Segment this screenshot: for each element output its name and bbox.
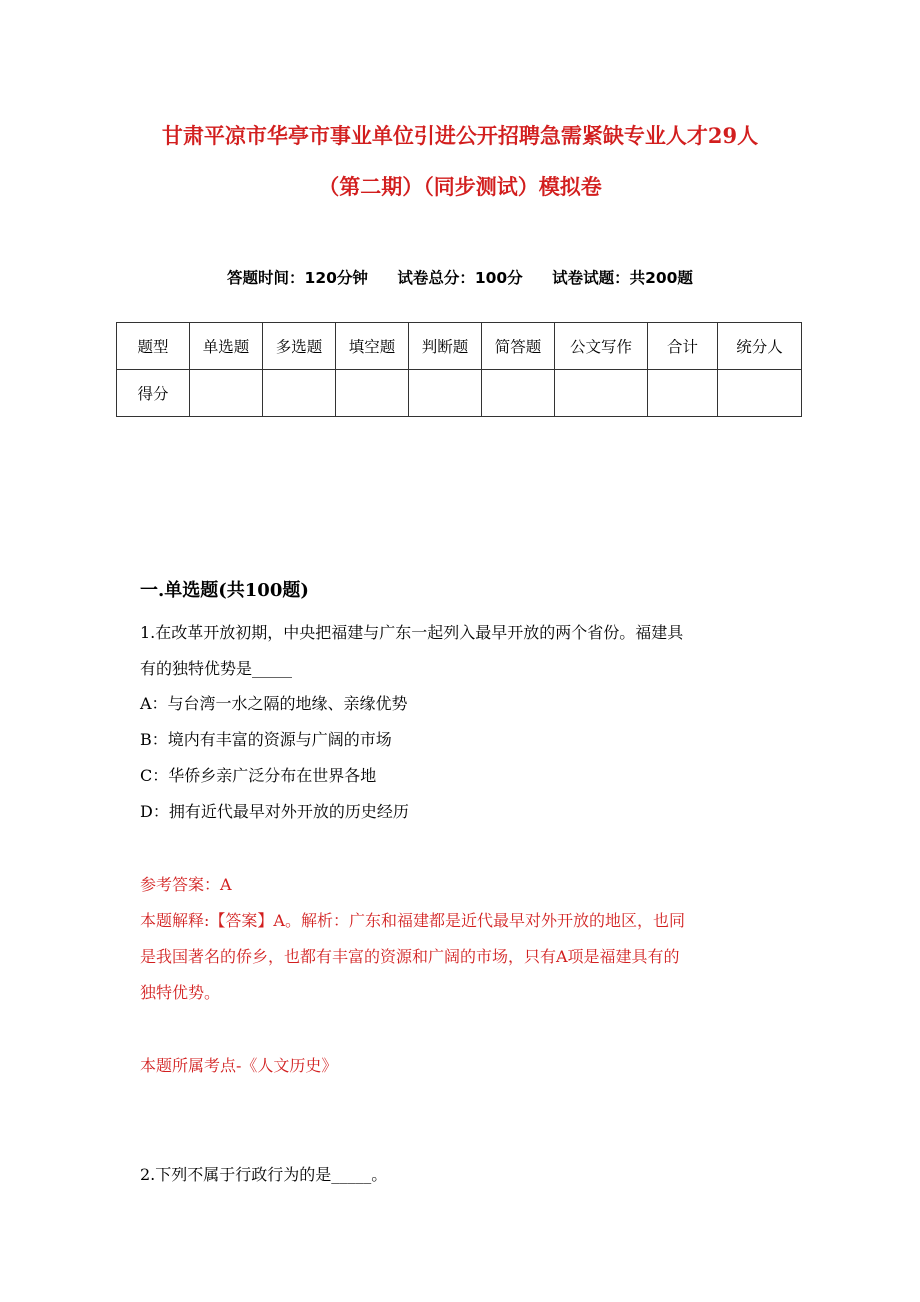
question-2-stem-line-1: 2.下列不属于行政行为的是_____。 (140, 1165, 388, 1184)
exam-time: 答题时间：120分钟 (227, 269, 368, 287)
exam-info-bar (0, 266, 920, 288)
table-header-cell: 简答题 (482, 323, 555, 370)
question-1-option-b: B：境内有丰富的资源与广阔的市场 (140, 730, 392, 749)
score-cell (409, 370, 482, 417)
question-1-option-c: C：华侨乡亲广泛分布在世界各地 (140, 766, 377, 785)
exam-total-score: 试卷总分：100分 (397, 269, 523, 287)
table-header-cell: 合计 (648, 323, 718, 370)
document-title-line-2: （第二期）（同步测试）模拟卷 (318, 174, 602, 199)
score-cell (718, 370, 802, 417)
table-header-cell: 多选题 (263, 323, 336, 370)
document-title-line-1: 甘肃平凉市华亭市事业单位引进公开招聘急需紧缺专业人才29人 (161, 123, 759, 148)
table-header-cell: 公文写作 (555, 323, 648, 370)
score-table (116, 322, 802, 417)
score-cell (336, 370, 409, 417)
table-header-cell: 题型 (117, 323, 190, 370)
question-1-stem-line-1: 1.在改革开放初期，中央把福建与广东一起列入最早开放的两个省份。福建具 (140, 623, 684, 642)
score-cell (263, 370, 336, 417)
question-1-explanation-line-3: 独特优势。 (140, 983, 221, 1002)
section-heading: 一.单选题(共100题) (140, 580, 309, 601)
score-cell (555, 370, 648, 417)
score-cell (648, 370, 718, 417)
table-header-cell: 统分人 (718, 323, 802, 370)
score-table-header-row (117, 323, 802, 370)
score-table-score-row (117, 370, 802, 417)
question-1-stem-line-2: 有的独特优势是_____ (140, 659, 293, 678)
question-1-answer: 参考答案：A (140, 875, 232, 894)
table-header-cell: 单选题 (190, 323, 263, 370)
score-cell (482, 370, 555, 417)
question-1-explanation-line-1: 本题解释:【答案】A。解析：广东和福建都是近代最早对外开放的地区，也同 (140, 911, 685, 930)
table-header-cell: 填空题 (336, 323, 409, 370)
table-header-cell: 判断题 (409, 323, 482, 370)
score-cell (190, 370, 263, 417)
table-row-label: 得分 (117, 370, 190, 417)
question-1-option-d: D：拥有近代最早对外开放的历史经历 (140, 802, 409, 821)
question-1-knowledge-point: 本题所属考点-《人文历史》 (140, 1056, 338, 1075)
question-1-explanation-line-2: 是我国著名的侨乡，也都有丰富的资源和广阔的市场，只有A项是福建具有的 (140, 947, 680, 966)
exam-question-count: 试卷试题：共200题 (552, 269, 693, 287)
question-1-option-a: A：与台湾一水之隔的地缘、亲缘优势 (140, 694, 408, 713)
